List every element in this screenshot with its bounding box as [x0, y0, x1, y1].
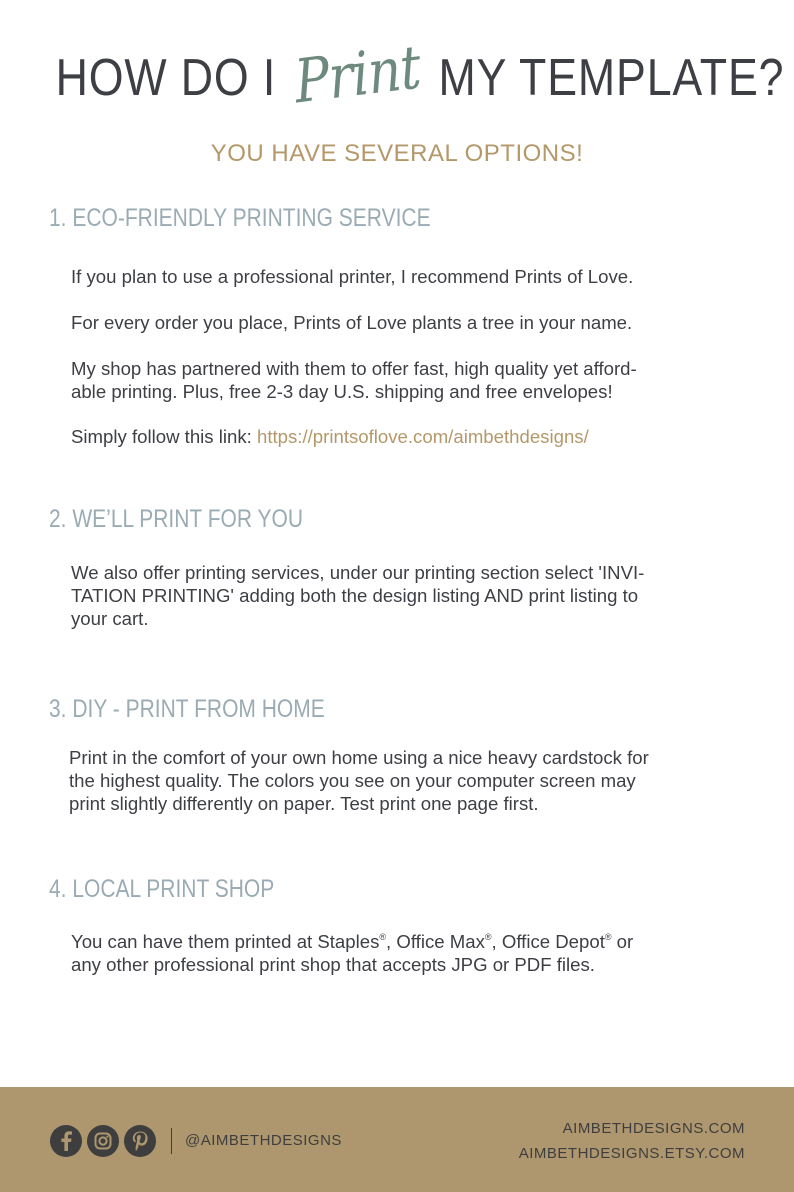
section1-paragraph-1: If you plan to use a professional printer, I recommend Prints of Love.: [71, 266, 634, 287]
section-heading-local-print-shop: 4. LOCAL PRINT SHOP: [49, 875, 275, 903]
section3-paragraph: [69, 746, 649, 815]
link-intro-text: Simply follow this link:: [71, 426, 257, 447]
title-part1: HOW DO I: [55, 49, 277, 107]
page-title: [55, 32, 785, 118]
website-link[interactable]: AIMBETHDESIGNS.COM: [562, 1120, 745, 1137]
footer: [0, 1087, 794, 1192]
section1-paragraph-3: [71, 357, 637, 403]
section3-line3: print slightly differently on paper. Test print one page first.: [69, 793, 539, 814]
section1-p3-line2: able printing. Plus, free 2-3 day U.S. shipping and free envelopes!: [71, 381, 613, 402]
pinterest-icon[interactable]: [124, 1125, 156, 1157]
section4-line2: any other professional print shop that accepts JPG or PDF files.: [71, 954, 595, 975]
subtitle: YOU HAVE SEVERAL OPTIONS!: [210, 140, 584, 167]
footer-divider: [171, 1128, 172, 1154]
social-handle[interactable]: @AIMBETHDESIGNS: [185, 1132, 342, 1149]
section1-paragraph-4: [71, 425, 589, 448]
etsy-shop-link[interactable]: AIMBETHDESIGNS.ETSY.COM: [518, 1145, 745, 1162]
section2-line1: We also offer printing services, under our printing section select 'INVI-: [71, 562, 645, 583]
section-heading-well-print: 2. WE’LL PRINT FOR YOU: [49, 505, 304, 533]
title-script-word: Print: [291, 32, 423, 118]
section2-line3: your cart.: [71, 608, 149, 629]
section2-line2: TATION PRINTING' adding both the design listing AND print listing to: [71, 585, 639, 606]
title-part2: MY TEMPLATE?: [438, 49, 785, 107]
section-heading-eco-friendly: 1. ECO-FRIENDLY PRINTING SERVICE: [49, 204, 431, 232]
section3-line2: the highest quality. The colors you see on your computer screen may: [69, 770, 636, 791]
section1-p3-line1: My shop has partnered with them to offer fast, high quality yet afford-: [71, 358, 637, 379]
prints-of-love-link[interactable]: https://printsoflove.com/aimbethdesigns/: [257, 426, 589, 447]
instagram-icon[interactable]: [87, 1125, 119, 1157]
section4-paragraph: [71, 926, 633, 976]
section4-line1: You can have them printed at Staples®, Office Max®, Office Depot® or: [71, 931, 634, 952]
facebook-icon[interactable]: [50, 1125, 82, 1157]
section-heading-diy: 3. DIY - PRINT FROM HOME: [49, 695, 325, 723]
section2-paragraph: [71, 561, 644, 630]
section3-line1: Print in the comfort of your own home using a nice heavy cardstock for: [69, 747, 649, 768]
section1-paragraph-2: For every order you place, Prints of Love plants a tree in your name.: [71, 312, 633, 333]
